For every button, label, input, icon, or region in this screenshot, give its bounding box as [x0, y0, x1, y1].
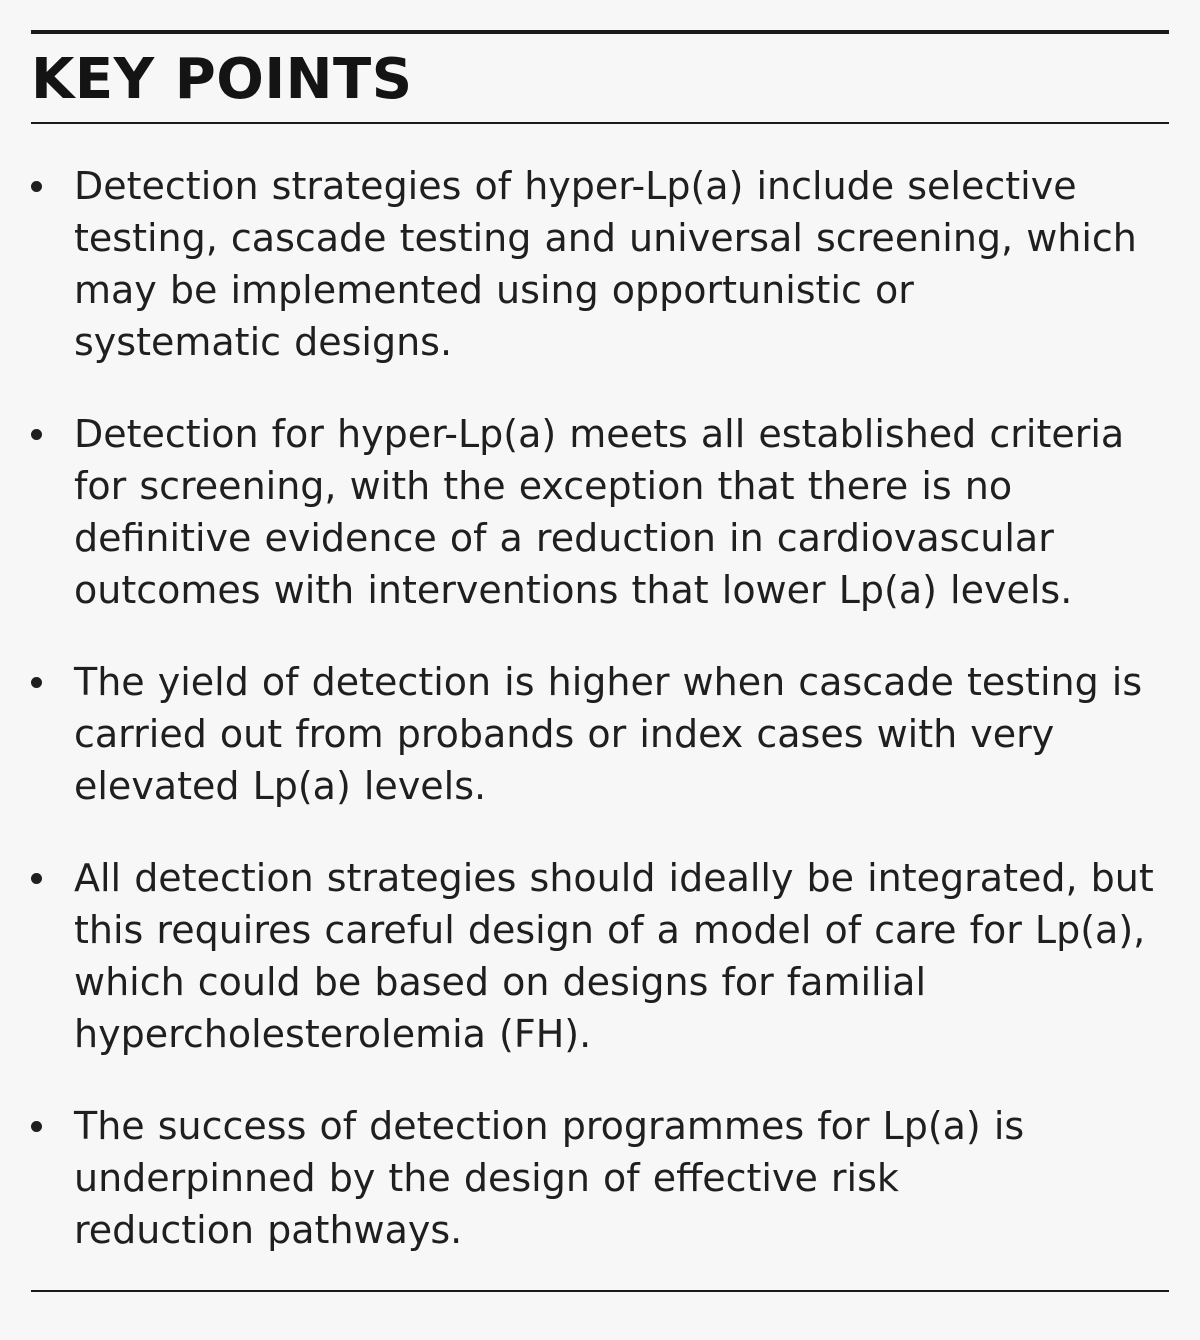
key-point-line: for screening, with the exception that there is no — [74, 464, 1013, 508]
key-point-text — [74, 408, 1169, 616]
key-point-text — [74, 656, 1169, 812]
key-point-line: carried out from probands or index cases with very — [74, 712, 1055, 756]
key-point-line: Detection for hyper-Lp(a) meets all established criteria — [74, 412, 1125, 456]
key-point-2 — [31, 408, 1169, 616]
key-point-line: The yield of detection is higher when cascade testing is — [74, 660, 1143, 704]
key-point-line: systematic designs. — [74, 320, 453, 364]
key-point-text — [74, 160, 1169, 368]
key-point-line: outcomes with interventions that lower Lp(a) levels. — [74, 568, 1073, 612]
bullet-icon — [31, 677, 42, 688]
key-points-heading: KEY POINTS — [31, 47, 413, 112]
key-point-text — [74, 1100, 1169, 1256]
key-point-5 — [31, 1100, 1169, 1256]
key-point-line: underpinned by the design of effective risk — [74, 1156, 899, 1200]
key-point-line: elevated Lp(a) levels. — [74, 764, 487, 808]
bottom-rule — [31, 1290, 1169, 1292]
key-point-line: definitive evidence of a reduction in cardiovascular — [74, 516, 1054, 560]
key-point-line: this requires careful design of a model of care for Lp(a), — [74, 908, 1146, 952]
key-point-line: Detection strategies of hyper-Lp(a) include selective — [74, 164, 1077, 208]
key-points-list — [31, 160, 1169, 1296]
top-rule — [31, 30, 1169, 34]
key-point-line: which could be based on designs for familial — [74, 960, 926, 1004]
key-point-text — [74, 852, 1169, 1060]
key-point-line: may be implemented using opportunistic or — [74, 268, 914, 312]
bullet-icon — [31, 1121, 42, 1132]
bullet-icon — [31, 873, 42, 884]
heading-rule — [31, 122, 1169, 124]
key-point-line: hypercholesterolemia (FH). — [74, 1012, 592, 1056]
key-point-line: All detection strategies should ideally be integrated, but — [74, 856, 1154, 900]
key-points-box — [31, 0, 1169, 1340]
key-point-1 — [31, 160, 1169, 368]
bullet-icon — [31, 181, 42, 192]
key-point-3 — [31, 656, 1169, 812]
bullet-icon — [31, 429, 42, 440]
key-point-4 — [31, 852, 1169, 1060]
key-point-line: reduction pathways. — [74, 1208, 463, 1252]
key-point-line: testing, cascade testing and universal screening, which — [74, 216, 1137, 260]
key-point-line: The success of detection programmes for Lp(a) is — [74, 1104, 1025, 1148]
